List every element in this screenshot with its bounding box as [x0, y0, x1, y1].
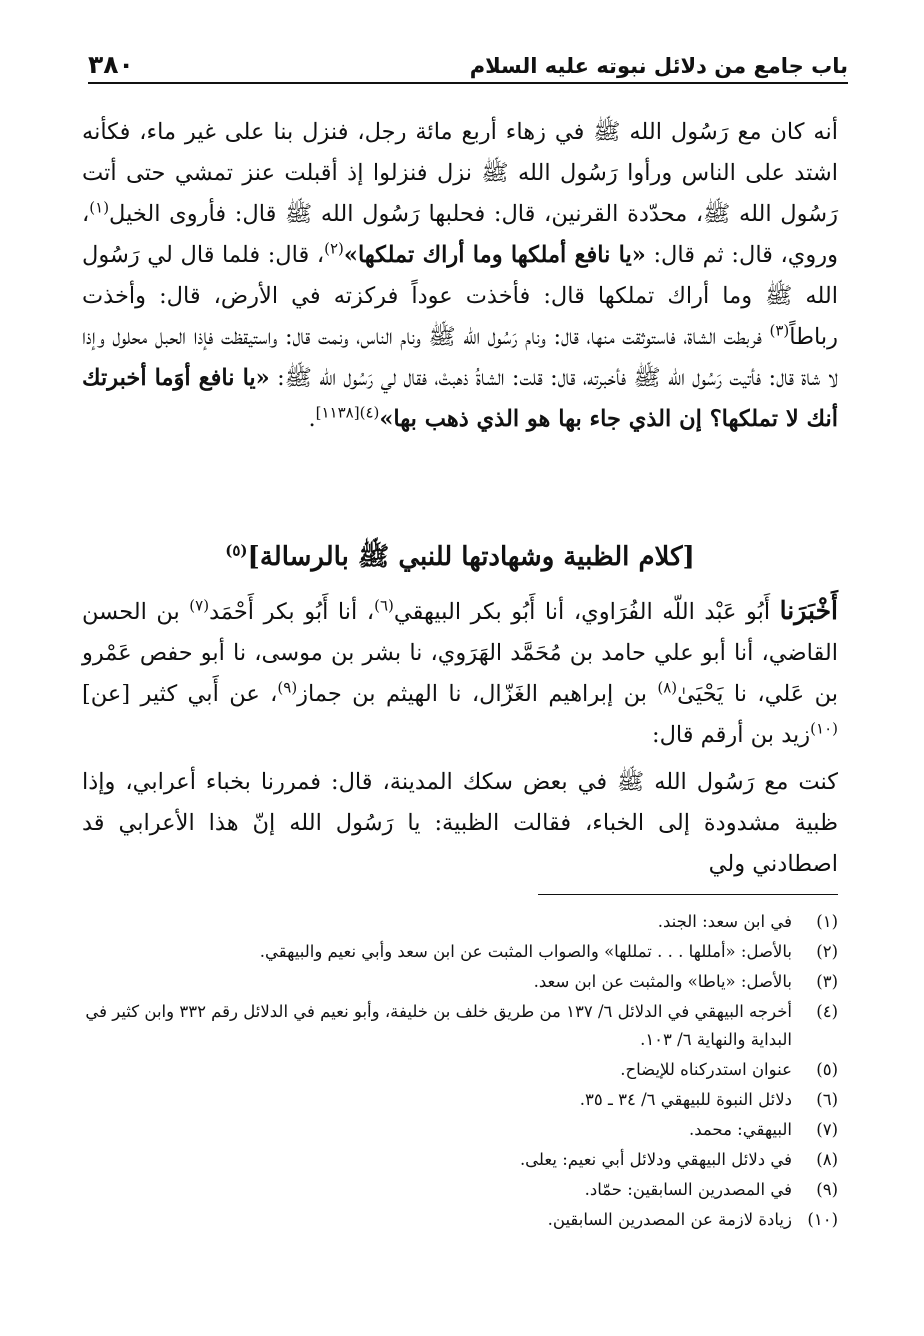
footnote-item: [82, 1086, 838, 1114]
isnad-paragraph: [82, 590, 838, 756]
footnote-ref-1[interactable]: (١): [89, 198, 110, 217]
footnote-item: [82, 1206, 838, 1234]
passage-text: ، قال: فلما قال لي رَسُول الله ﷺ وما أراك تملكها قال: فأخذت عوداً فركزته في الأرض، قال: وأخذت رباطاً: [82, 242, 838, 350]
footnote-text: دلائل النبوة للبيهقي ٦/ ٣٤ ـ ٣٥.: [579, 1090, 792, 1109]
footnote-number: (٥): [816, 1060, 838, 1079]
section-heading-text: [كلام الظبية وشهادتها للنبي ﷺ بالرسالة]: [247, 542, 695, 572]
footnote-separator: [538, 894, 838, 895]
prophetic-quote: «يا نافع أملكها وما أراك تملكها»: [343, 242, 646, 268]
footnote-item: [82, 908, 838, 936]
footnote-number: (٣): [816, 972, 838, 991]
chain-text: بن الحسن القاضي، أنا أبو علي حامد بن مُحَمَّد الهَرَوي، نا بشر بن موسى، نا أبو حفص عَمْرو بن عَلي، نا يَحْيَىٰ: [82, 599, 838, 707]
footnote-text: في المصدرين السابقين: حمّاد.: [584, 1180, 792, 1199]
passage-text: أنه كان مع رَسُول الله ﷺ في زهاء أربع مائة رجل، فنزل بنا على غير ماء، فكأنه اشتد على الناس ورأوا رَسُول الله ﷺ نزل فنزلوا إذ أقبلت عنز تمشي حتى أتت رَسُول الله ﷺ، محدّدة القرنين، قال: فحلبها رَسُول الله ﷺ قال: فأروى الخيل: [82, 119, 838, 227]
footnote-number: (١٠): [807, 1210, 838, 1229]
header-rule: [88, 82, 848, 84]
narration-paragraph: كنت مع رَسُول الله ﷺ في بعض سكك المدينة، قال: فمررنا بخباء أعرابي، وإذا ظبية مشدودة إلى الخباء، فقالت الظبية: يا رَسُول الله إنّ هذا الأعرابي قد اصطادني ولي: [82, 769, 838, 877]
footnote-number: (١): [816, 912, 838, 931]
footnote-text: أخرجه البيهقي في الدلائل ٦/ ١٣٧ من طريق خلف بن خليفة، وأبو نعيم في الدلائل رقم ٣٣٢ وابن كثير في البداية والنهاية ٦/ ١٠٣.: [85, 1002, 792, 1049]
footnote-ref-6[interactable]: (٦): [374, 596, 394, 615]
footnote-number: (٦): [816, 1090, 838, 1109]
footnote-text: زيادة لازمة عن المصدرين السابقين.: [547, 1210, 792, 1229]
footnote-ref-3[interactable]: (٣): [769, 321, 790, 340]
footnote-item: [82, 938, 838, 966]
passage-text: ، وروي، قال: ثم قال:: [82, 201, 839, 268]
chain-lead-word: أَخْبَرَنا: [779, 596, 838, 625]
footnote-item: [82, 1056, 838, 1084]
footnote-item: [82, 1146, 838, 1174]
footnote-number: (٤): [816, 1002, 838, 1021]
main-passage: [82, 112, 838, 440]
chain-text: ، أنا أَبُو بكر أَحْمَد: [209, 599, 375, 625]
chain-text: ، عن أَبي كثير [عن]: [82, 681, 278, 707]
footnote-ref-4[interactable]: (٤): [359, 403, 380, 422]
second-passage: [82, 590, 838, 885]
chain-text: زيد بن أرقم قال:: [651, 722, 811, 748]
footnotes-list: [82, 908, 838, 1236]
footnote-ref-5[interactable]: (٥): [225, 541, 248, 560]
footnote-text: في ابن سعد: الجند.: [657, 912, 792, 931]
section-heading: [82, 540, 838, 578]
running-head: [88, 50, 848, 90]
footnote-text: بالأصل: «ياطا» والمثبت عن ابن سعد.: [533, 972, 792, 991]
footnote-ref-10[interactable]: (١٠): [810, 719, 838, 738]
footnote-number: (٧): [816, 1120, 838, 1139]
footnote-item: [82, 1176, 838, 1204]
footnote-number: (٢): [816, 942, 838, 961]
prophetic-quote: «يا نافع أوَما أخبرتك أنك لا تملكها؟ إن الذي جاء بها هو الذي ذهب بها»: [82, 365, 838, 432]
page-number: ٣٨٠: [88, 50, 134, 79]
chain-text: أَبُو عَبْد اللّه الفُرَاوي، أنا أَبُو بكر البيهقي: [393, 599, 780, 625]
footnote-text: في دلائل البيهقي ودلائل أبي نعيم: يعلى.: [519, 1150, 792, 1169]
passage-text: .: [308, 406, 316, 432]
footnote-item: [82, 1116, 838, 1144]
footnote-text: عنوان استدركناه للإيضاح.: [620, 1060, 792, 1079]
footnote-ref-8[interactable]: (٨): [657, 678, 678, 697]
footnote-ref-2[interactable]: (٢): [324, 239, 344, 258]
footnote-number: (٩): [816, 1180, 838, 1199]
footnote-text: البيهقي: محمد.: [688, 1120, 792, 1139]
footnote-item: [82, 998, 838, 1054]
footnote-ref-7[interactable]: (٧): [189, 596, 210, 615]
footnote-number: (٨): [816, 1150, 838, 1169]
chain-text: بن إبراهيم الغَزّال، نا الهيثم بن جماز: [297, 681, 658, 707]
footnote-ref-9[interactable]: (٩): [277, 678, 298, 697]
hadith-paragraph: [82, 112, 838, 440]
hadith-number: [١١٣٨]: [315, 403, 360, 422]
footnote-item: [82, 968, 838, 996]
passage-text: فربطت الشاة، فاستوثقت منها، قال: ونام رَسُول الله ﷺ ونام الناس، ونمت قال: واستيقظت فإذا الحبل محلول وإذا لا شاة قال: فأتيت رَسُول الله ﷺ فأخبرته، قال: قلت: الشاةُ ذهبتْ، فقال لي رَسُول الله ﷺ:: [82, 324, 838, 391]
footnote-text: بالأصل: «أمللها . . . تمللها» والصواب المثبت عن ابن سعد وأبي نعيم والبيهقي.: [259, 942, 792, 961]
running-title: باب جامع من دلائل نبوته عليه السلام: [469, 54, 848, 78]
